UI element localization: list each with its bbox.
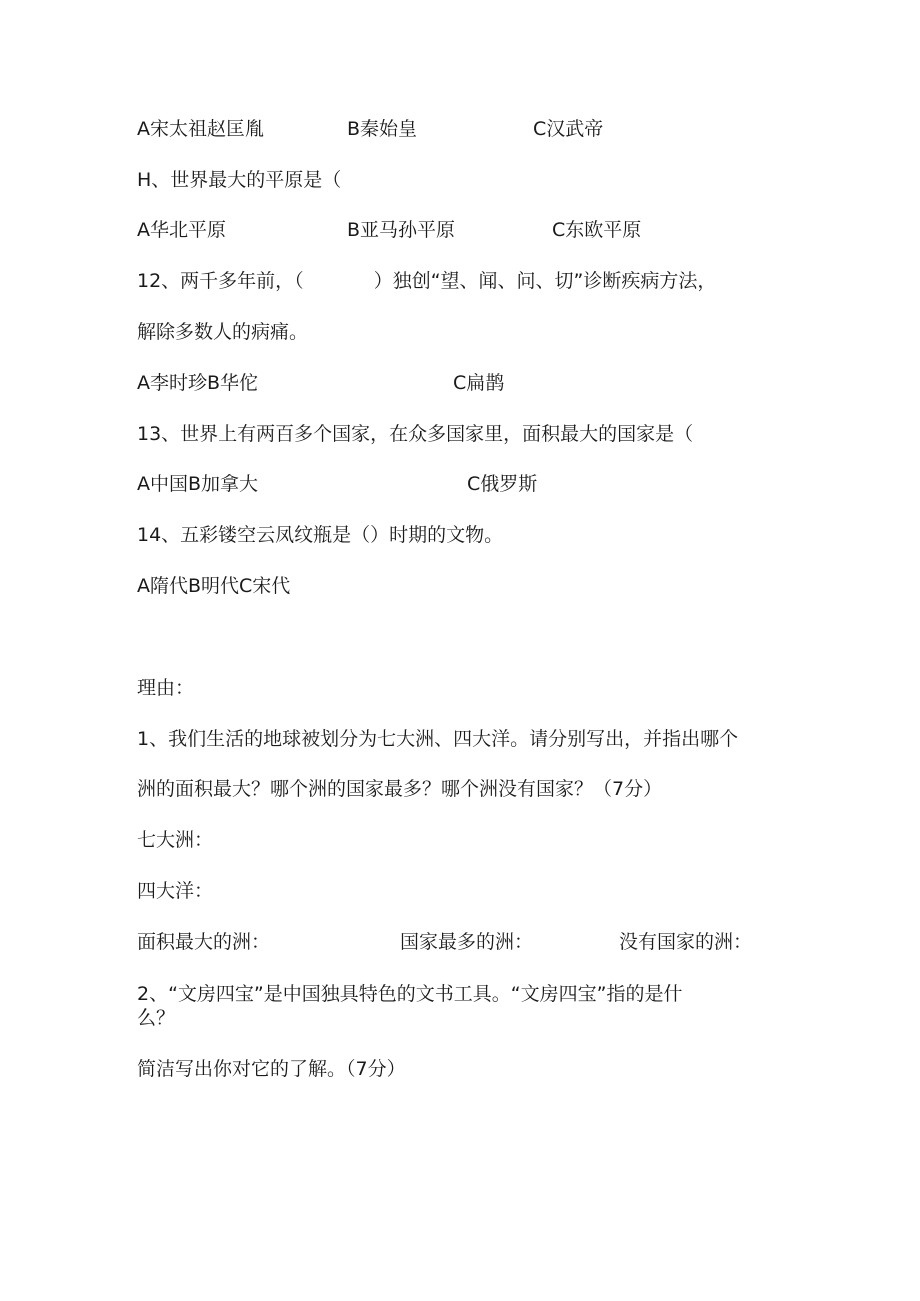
q11-stem: H、世界最大的平原是（ [137,169,342,191]
q11-option-c: C东欧平原 [552,219,642,241]
q13-stem: 13、世界上有两百多个国家，在众多国家里，面积最大的国家是（ [137,423,694,445]
q12-option-ab: A李时珍B华佗 [137,372,259,394]
p1-largest-continent: 面积最大的洲： [137,931,271,953]
section-label: 理由： [137,677,195,699]
p1-most-countries: 国家最多的洲： [400,931,534,953]
q12-option-c: C扁鹊 [453,372,505,394]
q13-option-ab: A中国B加拿大 [137,473,259,495]
p1-seven-continents: 七大洲： [137,829,214,851]
q14-stem: 14、五彩镂空云凤纹瓶是（）时期的文物。 [137,524,504,546]
q11-option-a: A华北平原 [137,219,226,241]
q12-stem-post: ）独创“望、闻、问、切”诊断疾病方法， [373,270,717,292]
q10-option-b: B秦始皇 [347,118,418,140]
p2-line3: 简洁写出你对它的了解。（7分） [137,1058,406,1080]
p2-line1: 2、“文房四宝”是中国独具特色的文书工具。“文房四宝”指的是什 [137,983,683,1005]
p1-line2: 洲的面积最大？哪个洲的国家最多？哪个洲没有国家？（7分） [137,778,663,800]
q10-option-a: A宋太祖赵匡胤 [137,118,264,140]
q11-option-b: B亚马孙平原 [347,219,456,241]
q10-option-c: C汉武帝 [533,118,604,140]
q14-options: A隋代B明代C宋代 [137,575,291,597]
q13-option-c: C俄罗斯 [467,473,538,495]
q12-stem-line2: 解除多数人的病痛。 [137,321,309,343]
p1-line1: 1、我们生活的地球被划分为七大洲、四大洋。请分别写出，并指出哪个 [137,728,739,750]
q12-stem-pre: 12、两千多年前，（ [137,270,304,292]
p1-no-countries: 没有国家的洲： [619,931,753,953]
q12-stem [137,269,716,293]
p1-four-oceans: 四大洋： [137,880,214,902]
p2-line2: 么？ [137,1007,176,1029]
